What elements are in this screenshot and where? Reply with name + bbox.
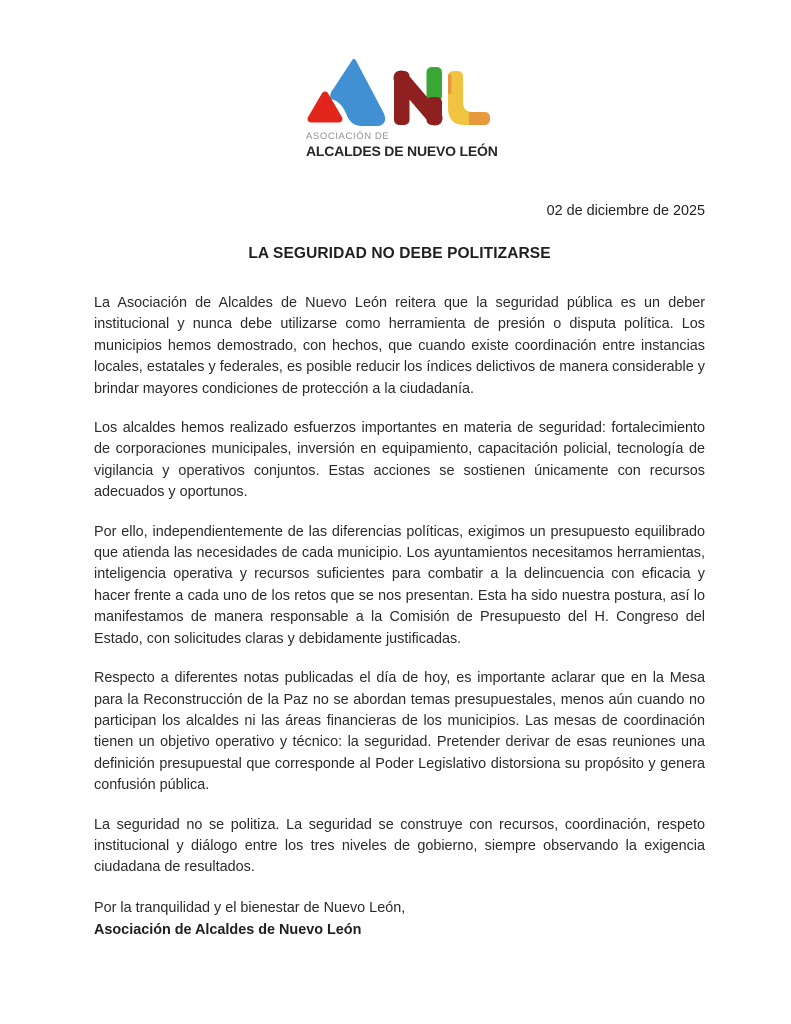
paragraph: La Asociación de Alcaldes de Nuevo León reitera que la seguridad pública es un deber institucional y nunca debe utilizarse como herramienta de presión o disputa política. Los municipios hemos demostrado, con hechos, que cuando existe coordinación entre instancias locales, estatales y federales, es posible reducir los índices delictivos de manera considerable y brindar mayores condiciones de protección a la ciudadanía. xyxy=(94,295,705,397)
anl-logo-block xyxy=(306,0,506,159)
logo-n-green-bar xyxy=(427,67,443,101)
logo-n-left-bar xyxy=(394,71,410,125)
closing-block xyxy=(94,897,705,941)
signature-line: Asociación de Alcaldes de Nuevo León xyxy=(94,921,362,938)
document-title: LA SEGURIDAD NO DEBE POLITIZARSE xyxy=(248,245,551,262)
logo-l-foot-orange xyxy=(469,112,490,125)
paragraph: Respecto a diferentes notas publicadas el día de hoy, es importante aclarar que en la Mesa para la Reconstrucción de la Paz no se abordan temas presupuestales, menos aún cuando no participan los alcaldes ni las áreas financieras de los municipios. Las mesas de coordinación tienen un objetivo operativo y técnico: la seguridad. Pretender derivar de esas reuniones una definición presupuestal que corresponde al Poder Legislativo distorsiona su propósito y genera confusión pública. xyxy=(94,670,705,794)
anl-logo-icon xyxy=(306,57,492,129)
paragraph: Los alcaldes hemos realizado esfuerzos importantes en materia de seguridad: fortalecimiento de corporaciones municipales, inversión en equipamiento, capacitación policial, tecnología de vigilancia y operativos conjuntos. Estas acciones se sostienen únicamente con recursos adecuados y oportunos. xyxy=(94,420,705,501)
logo-l-sliver-orange xyxy=(448,74,452,94)
logo-tagline: ASOCIACIÓN DE xyxy=(306,131,390,142)
closing-line: Por la tranquilidad y el bienestar de Nuevo León, xyxy=(94,899,406,916)
paragraphs-container xyxy=(94,293,705,879)
paragraph: La seguridad no se politiza. La seguridad se construye con recursos, coordinación, respeto institucional y diálogo entre los tres niveles de gobierno, siempre observando la exigencia ciudadana de resultados. xyxy=(94,816,705,876)
paragraph: Por ello, independientemente de las diferencias políticas, exigimos un presupuesto equilibrado que atienda las necesidades de cada municipio. Los ayuntamientos necesitamos herramientas, inteligencia operativa y recursos suficientes para combatir a la delincuencia con eficacia y hacer frente a cada uno de los retos que se nos presentan. Esta ha sido nuestra postura, así lo manifestamos de manera responsable a la Comisión de Presupuesto del H. Congreso del Estado, con solicitudes claras y debidamente justificadas. xyxy=(94,523,705,647)
document-date: 02 de diciembre de 2025 xyxy=(546,203,705,219)
logo-wordmark: ALCALDES DE NUEVO LEÓN xyxy=(306,143,498,159)
document-body xyxy=(94,203,705,941)
